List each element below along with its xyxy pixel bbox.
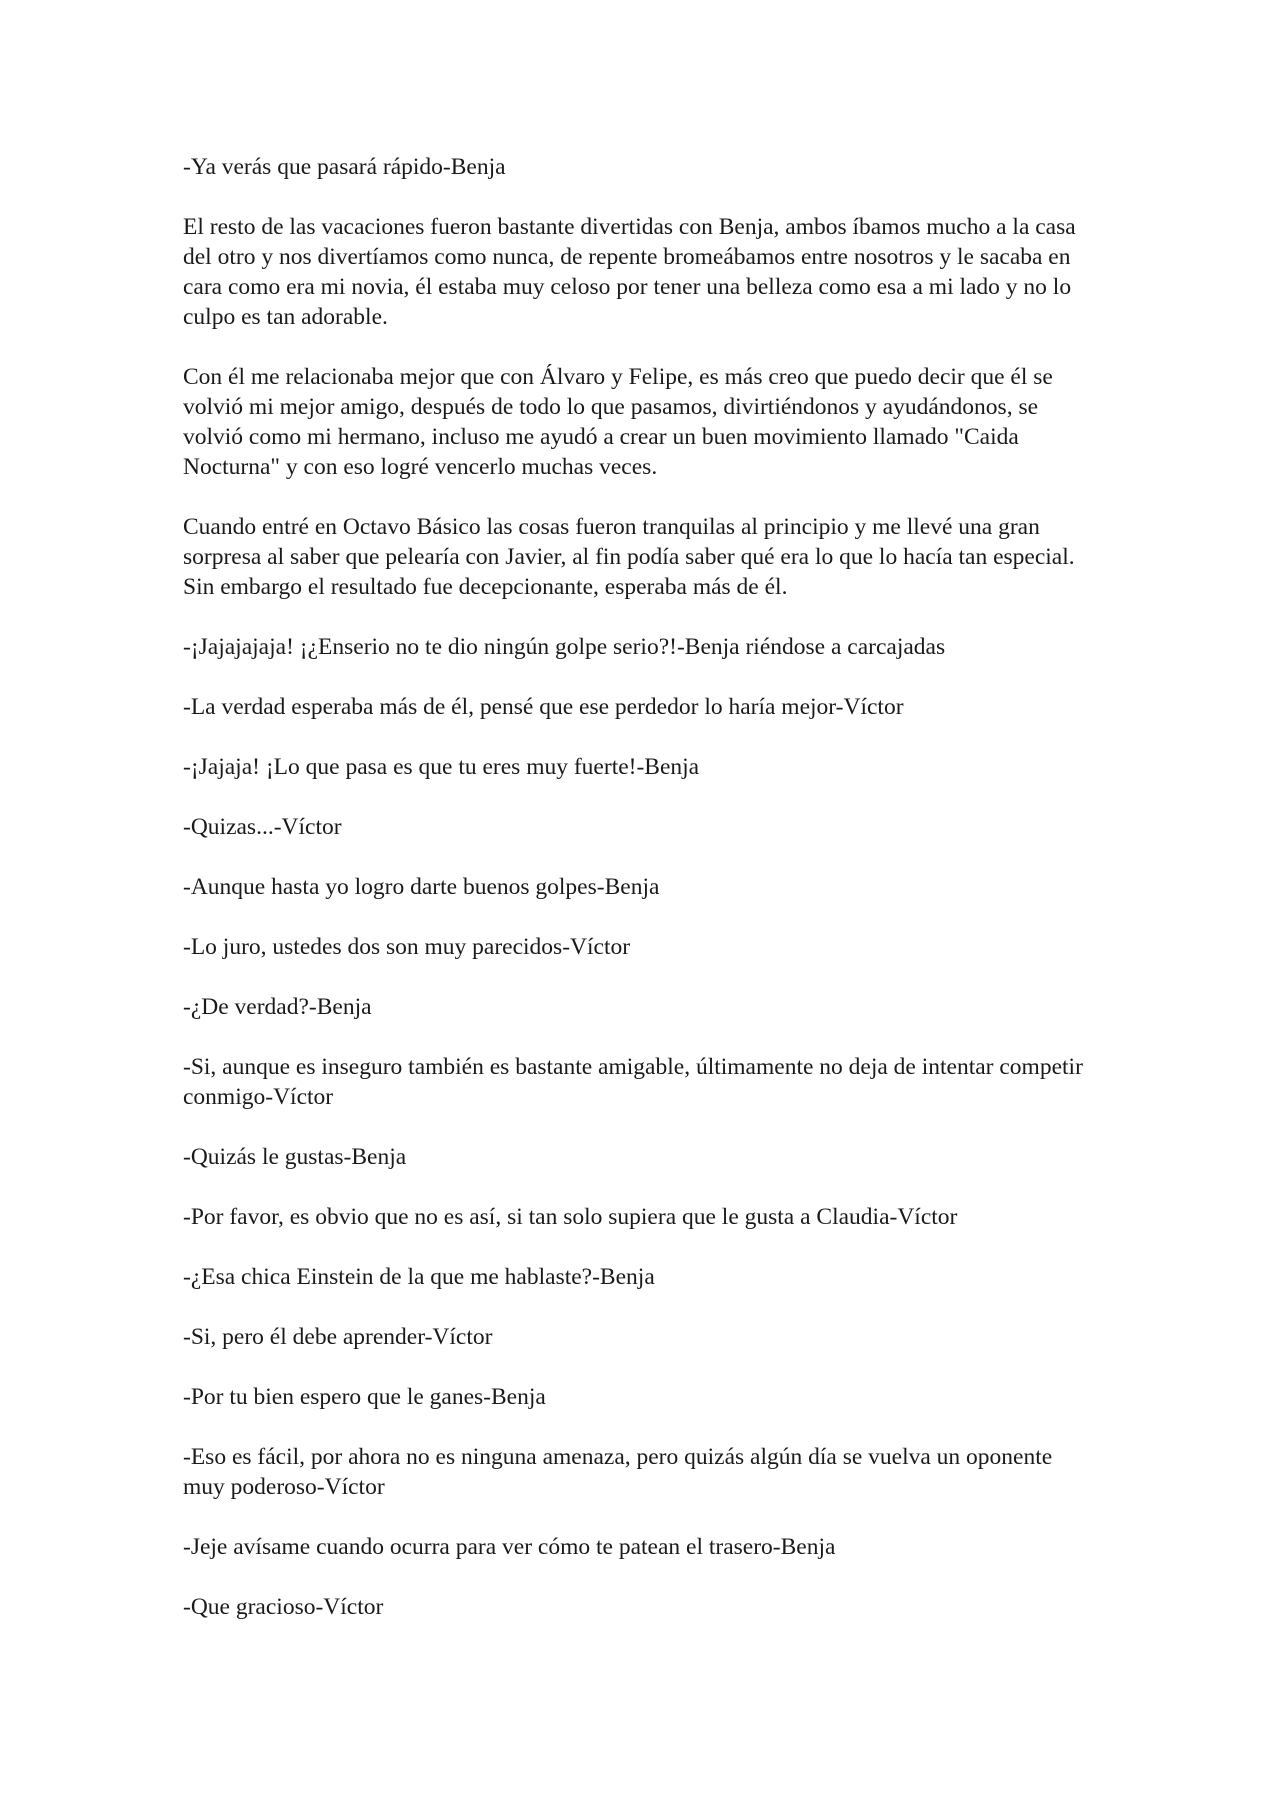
paragraph: -Si, pero él debe aprender-Víctor [183,1324,493,1350]
paragraph: -La verdad esperaba más de él, pensé que ese perdedor lo haría mejor-Víctor [183,694,904,720]
paragraph: -¿Esa chica Einstein de la que me hablaste?-Benja [183,1264,655,1290]
paragraph: -Que gracioso-Víctor [183,1594,384,1620]
paragraph: -Quizás le gustas-Benja [183,1144,407,1170]
paragraph: Con él me relacionaba mejor que con Álvaro y Felipe, es más creo que puedo decir que él se volvió mi mejor amigo, después de todo lo que pasamos, divirtiéndonos y ayudándonos, se volvió como mi hermano, incluso me ayudó a crear un buen movimiento llamado "Caida Nocturna" y con eso logré vencerlo muchas veces. [183,364,1053,480]
paragraph: -Ya verás que pasará rápido-Benja [183,154,506,180]
paragraph: -¿De verdad?-Benja [183,994,372,1020]
paragraph: -Eso es fácil, por ahora no es ninguna amenaza, pero quizás algún día se vuelva un oponente muy poderoso-Víctor [183,1444,1053,1500]
document-body [183,152,1093,1652]
paragraph: -Quizas...-Víctor [183,814,342,840]
paragraph: -Lo juro, ustedes dos son muy parecidos-Víctor [183,934,631,960]
paragraph: -Por tu bien espero que le ganes-Benja [183,1384,546,1410]
paragraph: Cuando entré en Octavo Básico las cosas fueron tranquilas al principio y me llevé una gran sorpresa al saber que pelearía con Javier, al fin podía saber qué era lo que lo hacía tan especial. Sin embargo el resultado fue decepcionante, esperaba más de él. [183,514,1075,600]
paragraph: -Aunque hasta yo logro darte buenos golpes-Benja [183,874,660,900]
paragraph: -Por favor, es obvio que no es así, si tan solo supiera que le gusta a Claudia-Víctor [183,1204,958,1230]
paragraph: -¡Jajajajaja! ¡¿Enserio no te dio ningún golpe serio?!-Benja riéndose a carcajadas [183,634,946,660]
paragraph: -Si, aunque es inseguro también es bastante amigable, últimamente no deja de intentar competir conmigo-Víctor [183,1054,1083,1110]
paragraph: -¡Jajaja! ¡Lo que pasa es que tu eres muy fuerte!-Benja [183,754,700,780]
paragraph: -Jeje avísame cuando ocurra para ver cómo te patean el trasero-Benja [183,1534,836,1560]
paragraph: El resto de las vacaciones fueron bastante divertidas con Benja, ambos íbamos mucho a la casa del otro y nos divertíamos como nunca, de repente bromeábamos entre nosotros y le sacaba en cara como era mi novia, él estaba muy celoso por tener una belleza como esa a mi lado y no lo culpo es tan adorable. [183,214,1076,330]
